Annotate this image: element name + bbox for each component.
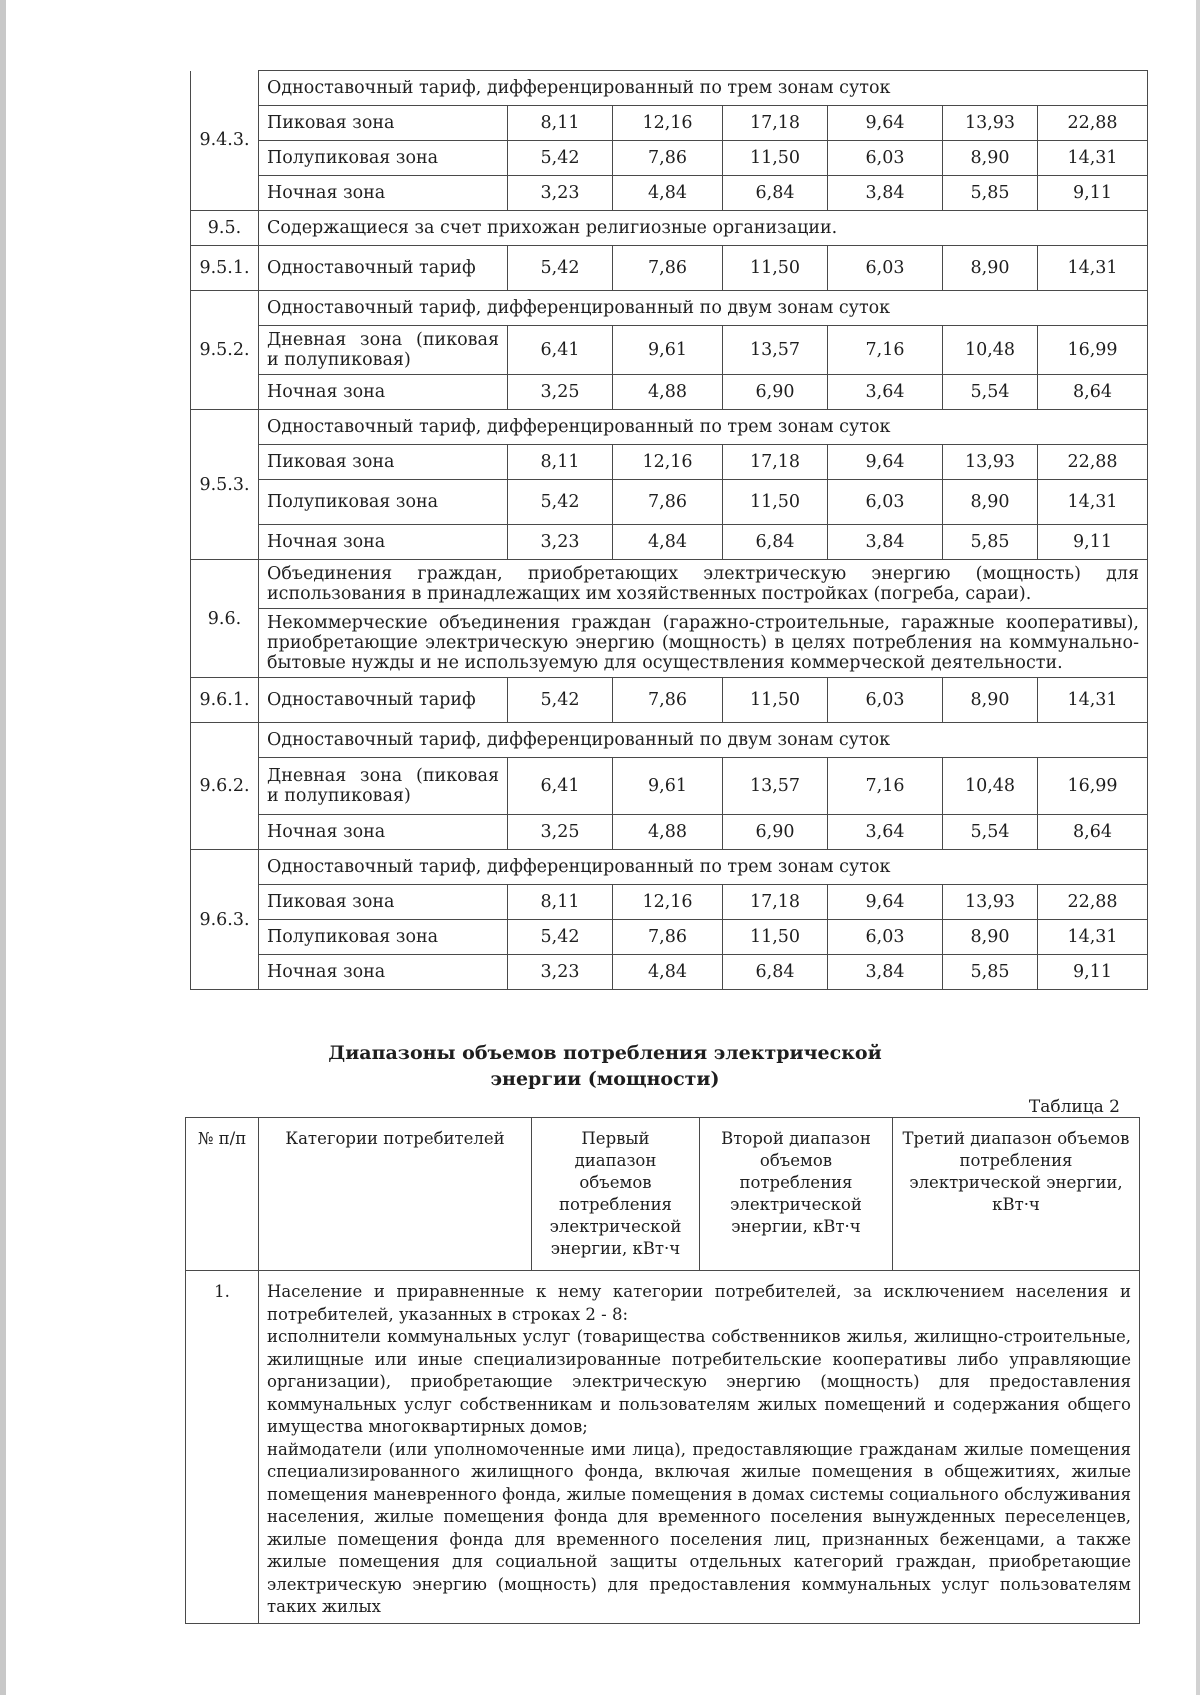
- value-cell: 5,54: [943, 815, 1038, 850]
- value-cell: 3,23: [508, 955, 613, 990]
- value-cell: 14,31: [1038, 141, 1148, 176]
- zone-label: Полупиковая зона: [259, 141, 508, 176]
- value-cell: 7,86: [613, 678, 723, 723]
- value-cell: 9,11: [1038, 176, 1148, 211]
- value-cell: 9,61: [613, 326, 723, 375]
- value-cell: 4,88: [613, 815, 723, 850]
- tariff-group-header: Одноставочный тариф, дифференцированный по двум зонам суток: [259, 723, 1148, 758]
- value-cell: 5,42: [508, 920, 613, 955]
- value-cell: 10,48: [943, 758, 1038, 815]
- row-code: 9.5.1.: [191, 246, 259, 291]
- table-row: [191, 71, 1148, 106]
- value-cell: 8,90: [943, 141, 1038, 176]
- paragraph: наймодатели (или уполномоченные ими лица), предоставляющие гражданам жилые помещения специализированного жилищного фонда, включая жилые помещения в общежитиях, жилые помещения маневренного фонда, жилые помещения в домах системы социального обслуживания населения, жилые помещения фонда для временного поселения вынужденных переселенцев, жилые помещения фонда для временного поселения лиц, признанных беженцами, а также жилые помещения для социальной защиты отдельных категорий граждан, приобретающие электрическую энергию (мощность) для предоставления коммунальных услуг пользователям таких жилых: [267, 1439, 1131, 1616]
- value-cell: 16,99: [1038, 326, 1148, 375]
- column-header-number: № п/п: [186, 1118, 259, 1271]
- row-code: 9.5.: [191, 211, 259, 246]
- value-cell: 17,18: [723, 106, 828, 141]
- value-cell: 11,50: [723, 480, 828, 525]
- table-row: [191, 291, 1148, 326]
- column-header-third-range: Третий диапазон объемов потребления электрической энергии, кВт·ч: [893, 1118, 1140, 1271]
- value-cell: 6,84: [723, 525, 828, 560]
- zone-label: Полупиковая зона: [259, 480, 508, 525]
- value-cell: 6,03: [828, 246, 943, 291]
- value-cell: 13,57: [723, 758, 828, 815]
- value-cell: 14,31: [1038, 678, 1148, 723]
- value-cell: 8,11: [508, 106, 613, 141]
- value-cell: 5,42: [508, 678, 613, 723]
- value-cell: 6,84: [723, 176, 828, 211]
- value-cell: 13,57: [723, 326, 828, 375]
- value-cell: 14,31: [1038, 920, 1148, 955]
- table-row: [191, 885, 1148, 920]
- row-code: 9.6.1.: [191, 678, 259, 723]
- value-cell: 3,64: [828, 815, 943, 850]
- table-row: [191, 955, 1148, 990]
- value-cell: 11,50: [723, 246, 828, 291]
- table-row: [191, 815, 1148, 850]
- zone-label: Ночная зона: [259, 525, 508, 560]
- zone-label: Пиковая зона: [259, 106, 508, 141]
- table-row: [191, 525, 1148, 560]
- table-row: [191, 246, 1148, 291]
- tariff-group-header: Одноставочный тариф, дифференцированный по двум зонам суток: [259, 291, 1148, 326]
- value-cell: 17,18: [723, 885, 828, 920]
- row-code: 9.5.2.: [191, 291, 259, 410]
- row-code: 9.4.3.: [191, 71, 259, 211]
- category-text: Некоммерческие объединения граждан (гаражно-строительные, гаражные кооперативы), приобретающие электрическую энергию (мощность) в целях потребления на коммунально-бытовые нужды и не используемую для осуществления коммерческой деятельности.: [259, 609, 1148, 678]
- value-cell: 14,31: [1038, 246, 1148, 291]
- value-cell: 4,84: [613, 176, 723, 211]
- table-row: [191, 480, 1148, 525]
- value-cell: 13,93: [943, 445, 1038, 480]
- table-row: [191, 445, 1148, 480]
- value-cell: 7,86: [613, 141, 723, 176]
- section-title: [300, 1040, 910, 1092]
- value-cell: 11,50: [723, 141, 828, 176]
- value-cell: 9,64: [828, 885, 943, 920]
- zone-label: Ночная зона: [259, 955, 508, 990]
- value-cell: 3,64: [828, 375, 943, 410]
- value-cell: 8,90: [943, 246, 1038, 291]
- value-cell: 9,64: [828, 445, 943, 480]
- table-caption: Таблица 2: [1028, 1097, 1120, 1117]
- value-cell: 5,85: [943, 176, 1038, 211]
- column-header-second-range: Второй диапазон объемов потребления электрической энергии, кВт·ч: [700, 1118, 893, 1271]
- value-cell: 22,88: [1038, 885, 1148, 920]
- value-cell: 8,64: [1038, 375, 1148, 410]
- value-cell: 16,99: [1038, 758, 1148, 815]
- row-number: 1.: [186, 1271, 259, 1624]
- value-cell: 22,88: [1038, 445, 1148, 480]
- value-cell: 11,50: [723, 678, 828, 723]
- value-cell: 7,86: [613, 480, 723, 525]
- value-cell: 6,84: [723, 955, 828, 990]
- value-cell: 8,90: [943, 480, 1038, 525]
- value-cell: 9,11: [1038, 955, 1148, 990]
- tariff-label: Одноставочный тариф: [259, 246, 508, 291]
- value-cell: 4,88: [613, 375, 723, 410]
- value-cell: 9,11: [1038, 525, 1148, 560]
- value-cell: 3,84: [828, 176, 943, 211]
- value-cell: 6,90: [723, 375, 828, 410]
- value-cell: 3,84: [828, 955, 943, 990]
- value-cell: 8,11: [508, 885, 613, 920]
- value-cell: 8,90: [943, 678, 1038, 723]
- table-header-row: [186, 1118, 1140, 1271]
- value-cell: 9,61: [613, 758, 723, 815]
- value-cell: 5,42: [508, 141, 613, 176]
- tariff-group-header: Одноставочный тариф, дифференцированный по трем зонам суток: [259, 410, 1148, 445]
- page-edge-right: [1196, 0, 1200, 1695]
- row-code: 9.6.: [191, 560, 259, 678]
- table-row: [191, 560, 1148, 609]
- value-cell: 8,90: [943, 920, 1038, 955]
- table-row: [191, 106, 1148, 141]
- value-cell: 4,84: [613, 955, 723, 990]
- column-header-first-range: Первый диапазон объемов потребления электрической энергии, кВт·ч: [532, 1118, 700, 1271]
- value-cell: 3,25: [508, 375, 613, 410]
- table-row: [191, 609, 1148, 678]
- category-description: [259, 1271, 1140, 1624]
- table-row: [191, 375, 1148, 410]
- zone-label: Пиковая зона: [259, 885, 508, 920]
- value-cell: 3,23: [508, 176, 613, 211]
- zone-label: Ночная зона: [259, 375, 508, 410]
- table-row: [191, 920, 1148, 955]
- value-cell: 8,11: [508, 445, 613, 480]
- page-edge-left: [0, 0, 6, 1695]
- value-cell: 17,18: [723, 445, 828, 480]
- value-cell: 3,23: [508, 525, 613, 560]
- table-row: [191, 850, 1148, 885]
- zone-label: Ночная зона: [259, 815, 508, 850]
- value-cell: 7,86: [613, 920, 723, 955]
- value-cell: 5,42: [508, 480, 613, 525]
- value-cell: 5,85: [943, 525, 1038, 560]
- value-cell: 3,84: [828, 525, 943, 560]
- table-row: [186, 1271, 1140, 1624]
- tariff-group-header: Одноставочный тариф, дифференцированный по трем зонам суток: [259, 71, 1148, 106]
- row-code: 9.5.3.: [191, 410, 259, 560]
- tariff-group-header: Одноставочный тариф, дифференцированный по трем зонам суток: [259, 850, 1148, 885]
- value-cell: 10,48: [943, 326, 1038, 375]
- zone-label: Полупиковая зона: [259, 920, 508, 955]
- section-title-line-1: Диапазоны объемов потребления электрической: [328, 1042, 882, 1064]
- tariff-table-continuation: [190, 70, 1148, 990]
- column-header-category: Категории потребителей: [259, 1118, 532, 1271]
- value-cell: 9,64: [828, 106, 943, 141]
- value-cell: 14,31: [1038, 480, 1148, 525]
- value-cell: 6,41: [508, 758, 613, 815]
- table-row: [191, 758, 1148, 815]
- value-cell: 5,85: [943, 955, 1038, 990]
- value-cell: 5,54: [943, 375, 1038, 410]
- value-cell: 7,16: [828, 758, 943, 815]
- value-cell: 13,93: [943, 885, 1038, 920]
- value-cell: 12,16: [613, 885, 723, 920]
- category-text: Содержащиеся за счет прихожан религиозные организации.: [259, 211, 1148, 246]
- value-cell: 6,03: [828, 480, 943, 525]
- value-cell: 6,03: [828, 920, 943, 955]
- value-cell: 6,90: [723, 815, 828, 850]
- table-row: [191, 176, 1148, 211]
- consumption-ranges-table: [185, 1117, 1140, 1624]
- value-cell: 7,16: [828, 326, 943, 375]
- section-title-line-2: энергии (мощности): [490, 1068, 720, 1090]
- value-cell: 8,64: [1038, 815, 1148, 850]
- value-cell: 12,16: [613, 445, 723, 480]
- paragraph: исполнители коммунальных услуг (товарищества собственников жилья, жилищно-строительные, жилищные или иные специализированные потребительские кооперативы либо управляющие организации), приобретающие электрическую энергию (мощность) для предоставления коммунальных услуг собственникам и пользователям жилых помещений и содержания общего имущества многоквартирных домов;: [267, 1327, 1131, 1436]
- value-cell: 11,50: [723, 920, 828, 955]
- zone-label: Пиковая зона: [259, 445, 508, 480]
- tariff-label: Одноставочный тариф: [259, 678, 508, 723]
- value-cell: 13,93: [943, 106, 1038, 141]
- value-cell: 6,03: [828, 141, 943, 176]
- table-row: [191, 678, 1148, 723]
- table-row: [191, 211, 1148, 246]
- value-cell: 3,25: [508, 815, 613, 850]
- zone-label: Дневная зона (пиковая и полупиковая): [259, 326, 508, 375]
- paragraph: Население и приравненные к нему категории потребителей, за исключением населения и потребителей, указанных в строках 2 - 8:: [267, 1282, 1131, 1324]
- row-code: 9.6.3.: [191, 850, 259, 990]
- table-row: [191, 410, 1148, 445]
- zone-label: Дневная зона (пиковая и полупиковая): [259, 758, 508, 815]
- table-row: [191, 723, 1148, 758]
- value-cell: 22,88: [1038, 106, 1148, 141]
- value-cell: 6,03: [828, 678, 943, 723]
- value-cell: 4,84: [613, 525, 723, 560]
- value-cell: 12,16: [613, 106, 723, 141]
- row-code: 9.6.2.: [191, 723, 259, 850]
- value-cell: 6,41: [508, 326, 613, 375]
- value-cell: 5,42: [508, 246, 613, 291]
- category-text: Объединения граждан, приобретающих электрическую энергию (мощность) для использования в принадлежащих им хозяйственных постройках (погреба, сараи).: [259, 560, 1148, 609]
- table-row: [191, 141, 1148, 176]
- table-row: [191, 326, 1148, 375]
- value-cell: 7,86: [613, 246, 723, 291]
- zone-label: Ночная зона: [259, 176, 508, 211]
